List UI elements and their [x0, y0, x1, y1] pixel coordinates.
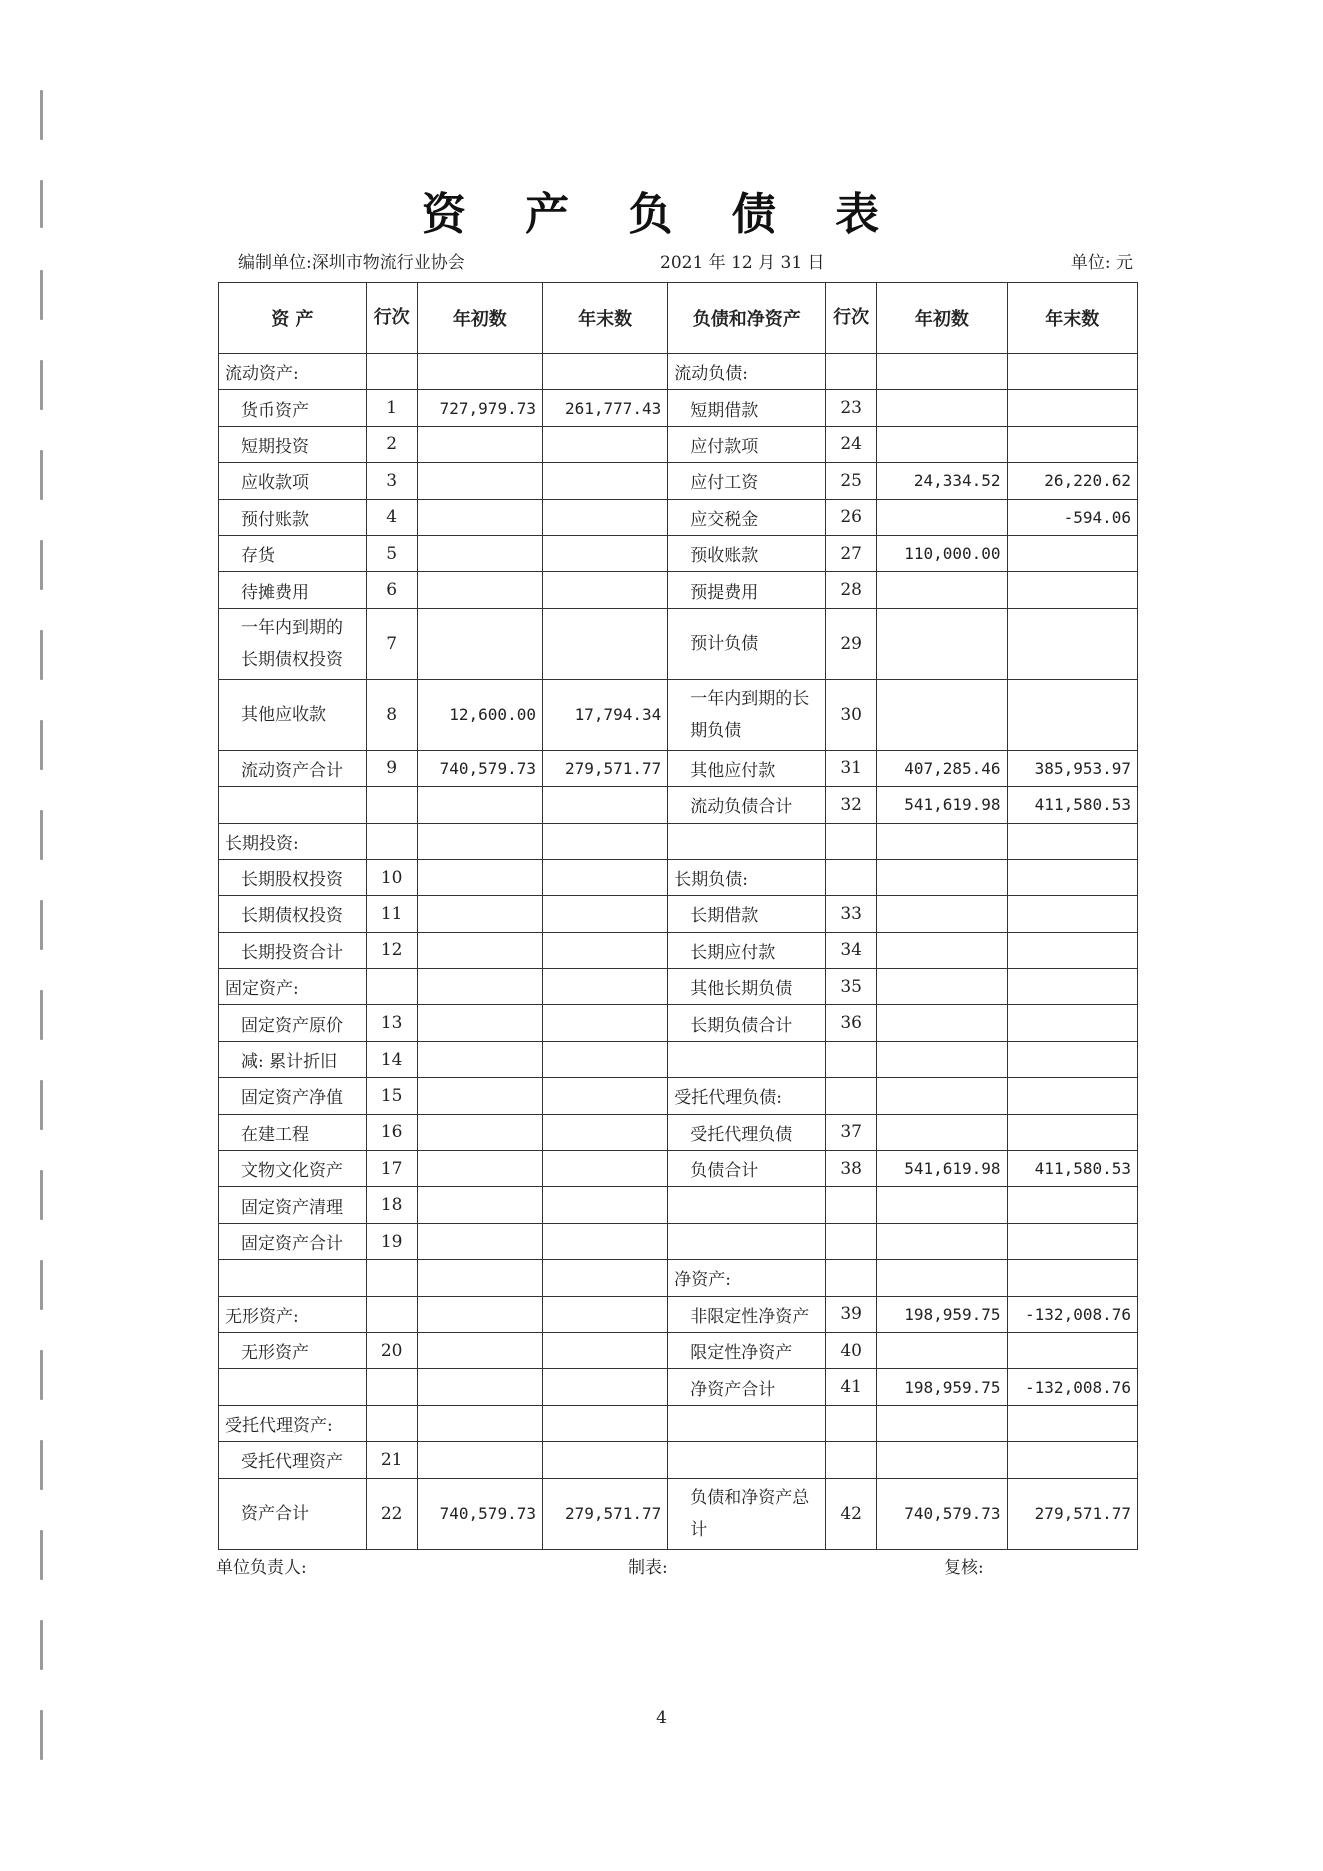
table-row — [219, 750, 1138, 786]
asset-item: 长期股权投资 — [219, 859, 367, 895]
header-liabilities: 负债和净资产 — [668, 283, 826, 354]
page-title: 资 产 负 债 表 — [421, 189, 902, 240]
liability-begin — [877, 1223, 1007, 1259]
asset-item: 受托代理资产 — [219, 1442, 367, 1478]
liability-end: 385,953.97 — [1007, 750, 1137, 786]
asset-end — [542, 354, 667, 390]
liability-row-number: 32 — [826, 787, 877, 823]
liability-end — [1007, 354, 1137, 390]
asset-end — [542, 1332, 667, 1368]
liability-row-number — [826, 823, 877, 859]
asset-row-number: 4 — [366, 499, 417, 535]
asset-end — [542, 608, 667, 679]
asset-end — [542, 1078, 667, 1114]
asset-begin — [417, 859, 542, 895]
liability-row-number: 38 — [826, 1151, 877, 1187]
liability-begin — [877, 1442, 1007, 1478]
asset-end — [542, 859, 667, 895]
liability-end — [1007, 1187, 1137, 1223]
table-row — [219, 1369, 1138, 1405]
asset-row-number: 13 — [366, 1005, 417, 1041]
liability-row-number: 34 — [826, 932, 877, 968]
asset-row-number — [366, 1369, 417, 1405]
asset-row-number: 11 — [366, 896, 417, 932]
liability-end — [1007, 1114, 1137, 1150]
liability-end: -132,008.76 — [1007, 1296, 1137, 1332]
liability-item — [668, 1223, 826, 1259]
asset-row-number: 19 — [366, 1223, 417, 1259]
liability-item: 受托代理负债: — [668, 1078, 826, 1114]
liability-row-number — [826, 1405, 877, 1441]
table-row — [219, 390, 1138, 426]
liability-end — [1007, 1005, 1137, 1041]
asset-begin: 740,579.73 — [417, 750, 542, 786]
asset-end — [542, 1187, 667, 1223]
asset-item: 其他应收款 — [219, 679, 367, 750]
liability-row-number: 29 — [826, 608, 877, 679]
asset-row-number — [366, 823, 417, 859]
liability-item — [668, 1041, 826, 1077]
asset-begin — [417, 354, 542, 390]
liability-row-number: 37 — [826, 1114, 877, 1150]
liability-row-number — [826, 1187, 877, 1223]
asset-row-number: 14 — [366, 1041, 417, 1077]
asset-row-number: 18 — [366, 1187, 417, 1223]
header-asset: 资 产 — [219, 283, 367, 354]
liability-row-number — [826, 1078, 877, 1114]
asset-begin — [417, 1296, 542, 1332]
asset-item: 一年内到期的长期债权投资 — [219, 608, 367, 679]
table-row — [219, 969, 1138, 1005]
liability-end — [1007, 1405, 1137, 1441]
table-row — [219, 608, 1138, 679]
asset-item: 应收款项 — [219, 463, 367, 499]
liability-end — [1007, 572, 1137, 608]
liability-item: 净资产合计 — [668, 1369, 826, 1405]
liability-item: 应付工资 — [668, 463, 826, 499]
asset-item: 固定资产清理 — [219, 1187, 367, 1223]
liability-end — [1007, 535, 1137, 571]
asset-end — [542, 426, 667, 462]
asset-end: 279,571.77 — [542, 1478, 667, 1549]
asset-item: 固定资产: — [219, 969, 367, 1005]
asset-row-number: 3 — [366, 463, 417, 499]
asset-item: 长期投资合计 — [219, 932, 367, 968]
asset-begin: 740,579.73 — [417, 1478, 542, 1549]
header-begin-balance-2: 年初数 — [877, 283, 1007, 354]
table-row — [219, 535, 1138, 571]
asset-begin — [417, 823, 542, 859]
asset-end — [542, 1005, 667, 1041]
table-row — [219, 463, 1138, 499]
liability-end — [1007, 1078, 1137, 1114]
asset-begin — [417, 463, 542, 499]
signature-unit-head: 单位负责人: — [216, 1558, 307, 1578]
asset-end: 261,777.43 — [542, 390, 667, 426]
liability-begin — [877, 679, 1007, 750]
liability-end — [1007, 859, 1137, 895]
table-row — [219, 1405, 1138, 1441]
liability-begin — [877, 823, 1007, 859]
table-row — [219, 1078, 1138, 1114]
liability-end — [1007, 1332, 1137, 1368]
asset-begin — [417, 1114, 542, 1150]
table-row — [219, 1442, 1138, 1478]
liability-begin — [877, 1405, 1007, 1441]
liability-row-number: 31 — [826, 750, 877, 786]
asset-item — [219, 1369, 367, 1405]
asset-end — [542, 1151, 667, 1187]
asset-item: 无形资产 — [219, 1332, 367, 1368]
liability-end — [1007, 608, 1137, 679]
liability-item: 应交税金 — [668, 499, 826, 535]
table-row — [219, 679, 1138, 750]
liability-row-number: 27 — [826, 535, 877, 571]
liability-begin — [877, 1260, 1007, 1296]
asset-begin — [417, 1151, 542, 1187]
header-row-number-2: 行次 — [826, 283, 877, 354]
asset-end — [542, 535, 667, 571]
liability-item: 一年内到期的长期负债 — [668, 679, 826, 750]
asset-row-number — [366, 969, 417, 1005]
asset-row-number: 6 — [366, 572, 417, 608]
asset-begin — [417, 896, 542, 932]
asset-begin — [417, 1332, 542, 1368]
table-row — [219, 932, 1138, 968]
asset-item: 减: 累计折旧 — [219, 1041, 367, 1077]
liability-begin: 198,959.75 — [877, 1296, 1007, 1332]
table-row — [219, 823, 1138, 859]
liability-row-number: 35 — [826, 969, 877, 1005]
liability-row-number — [826, 859, 877, 895]
liability-begin — [877, 969, 1007, 1005]
asset-end — [542, 1114, 667, 1150]
asset-end — [542, 823, 667, 859]
liability-item: 负债合计 — [668, 1151, 826, 1187]
balance-sheet-table — [218, 282, 1138, 1550]
liability-row-number — [826, 354, 877, 390]
liability-item — [668, 1442, 826, 1478]
asset-begin — [417, 499, 542, 535]
asset-begin — [417, 535, 542, 571]
asset-row-number: 22 — [366, 1478, 417, 1549]
liability-begin — [877, 1005, 1007, 1041]
asset-item: 固定资产净值 — [219, 1078, 367, 1114]
liability-item: 长期负债合计 — [668, 1005, 826, 1041]
liability-item — [668, 823, 826, 859]
asset-row-number: 7 — [366, 608, 417, 679]
asset-row-number — [366, 787, 417, 823]
report-date: 2021 年 12 月 31 日 — [660, 253, 825, 273]
liability-begin — [877, 896, 1007, 932]
asset-end — [542, 969, 667, 1005]
liability-begin — [877, 426, 1007, 462]
liability-end: -132,008.76 — [1007, 1369, 1137, 1405]
asset-begin — [417, 1260, 542, 1296]
asset-item: 文物文化资产 — [219, 1151, 367, 1187]
table-header-row — [219, 283, 1138, 354]
asset-item: 资产合计 — [219, 1478, 367, 1549]
asset-end: 279,571.77 — [542, 750, 667, 786]
liability-end — [1007, 896, 1137, 932]
asset-end — [542, 1223, 667, 1259]
table-row — [219, 572, 1138, 608]
liability-end — [1007, 679, 1137, 750]
asset-begin — [417, 969, 542, 1005]
asset-end: 17,794.34 — [542, 679, 667, 750]
asset-begin — [417, 1442, 542, 1478]
asset-end — [542, 1442, 667, 1478]
liability-begin: 541,619.98 — [877, 1151, 1007, 1187]
liability-item: 其他长期负债 — [668, 969, 826, 1005]
liability-row-number — [826, 1041, 877, 1077]
liability-item: 预收账款 — [668, 535, 826, 571]
asset-item: 流动资产: — [219, 354, 367, 390]
table-row — [219, 426, 1138, 462]
asset-end — [542, 1296, 667, 1332]
liability-item: 预提费用 — [668, 572, 826, 608]
asset-row-number: 20 — [366, 1332, 417, 1368]
header-end-balance-2: 年末数 — [1007, 283, 1137, 354]
asset-end — [542, 1260, 667, 1296]
liability-item — [668, 1405, 826, 1441]
liability-item: 长期负债: — [668, 859, 826, 895]
liability-end — [1007, 1260, 1137, 1296]
table-row — [219, 1151, 1138, 1187]
liability-item: 流动负债合计 — [668, 787, 826, 823]
asset-row-number: 16 — [366, 1114, 417, 1150]
liability-item: 其他应付款 — [668, 750, 826, 786]
liability-row-number: 36 — [826, 1005, 877, 1041]
signature-maker: 制表: — [628, 1558, 668, 1578]
asset-item: 长期投资: — [219, 823, 367, 859]
asset-item: 固定资产合计 — [219, 1223, 367, 1259]
liability-begin — [877, 932, 1007, 968]
asset-row-number: 15 — [366, 1078, 417, 1114]
asset-item: 短期投资 — [219, 426, 367, 462]
table-row — [219, 1478, 1138, 1549]
table-row — [219, 1041, 1138, 1077]
asset-row-number: 8 — [366, 679, 417, 750]
asset-item: 待摊费用 — [219, 572, 367, 608]
liability-begin — [877, 1041, 1007, 1077]
asset-row-number: 17 — [366, 1151, 417, 1187]
asset-item: 预付账款 — [219, 499, 367, 535]
asset-begin — [417, 608, 542, 679]
table-row — [219, 1114, 1138, 1150]
liability-row-number: 26 — [826, 499, 877, 535]
asset-begin — [417, 1223, 542, 1259]
liability-item: 负债和净资产总计 — [668, 1478, 826, 1549]
asset-row-number: 5 — [366, 535, 417, 571]
asset-row-number — [366, 1405, 417, 1441]
table-row — [219, 859, 1138, 895]
asset-end — [542, 499, 667, 535]
liability-row-number: 23 — [826, 390, 877, 426]
asset-begin — [417, 787, 542, 823]
asset-row-number: 1 — [366, 390, 417, 426]
asset-item: 在建工程 — [219, 1114, 367, 1150]
table-row — [219, 1005, 1138, 1041]
liability-end — [1007, 1442, 1137, 1478]
asset-end — [542, 932, 667, 968]
asset-begin — [417, 932, 542, 968]
liability-row-number: 41 — [826, 1369, 877, 1405]
asset-row-number — [366, 354, 417, 390]
asset-item: 存货 — [219, 535, 367, 571]
liability-row-number: 28 — [826, 572, 877, 608]
liability-end: 279,571.77 — [1007, 1478, 1137, 1549]
asset-end — [542, 787, 667, 823]
table-row — [219, 1187, 1138, 1223]
liability-end — [1007, 1223, 1137, 1259]
header-end-balance: 年末数 — [542, 283, 667, 354]
liability-begin — [877, 1332, 1007, 1368]
liability-item: 受托代理负债 — [668, 1114, 826, 1150]
asset-row-number: 12 — [366, 932, 417, 968]
table-row — [219, 354, 1138, 390]
liability-begin: 541,619.98 — [877, 787, 1007, 823]
asset-row-number: 10 — [366, 859, 417, 895]
asset-item: 无形资产: — [219, 1296, 367, 1332]
table-row — [219, 1332, 1138, 1368]
liability-begin: 740,579.73 — [877, 1478, 1007, 1549]
liability-row-number — [826, 1260, 877, 1296]
asset-item: 固定资产原价 — [219, 1005, 367, 1041]
liability-begin — [877, 499, 1007, 535]
asset-begin — [417, 1369, 542, 1405]
liability-end — [1007, 932, 1137, 968]
table-row — [219, 1260, 1138, 1296]
liability-item: 流动负债: — [668, 354, 826, 390]
liability-begin — [877, 390, 1007, 426]
header-row-number: 行次 — [366, 283, 417, 354]
asset-item: 受托代理资产: — [219, 1405, 367, 1441]
liability-row-number — [826, 1223, 877, 1259]
liability-end: 411,580.53 — [1007, 1151, 1137, 1187]
liability-begin: 110,000.00 — [877, 535, 1007, 571]
liability-end: 411,580.53 — [1007, 787, 1137, 823]
asset-item: 货币资产 — [219, 390, 367, 426]
asset-begin — [417, 1405, 542, 1441]
table-row — [219, 1223, 1138, 1259]
liability-item — [668, 1187, 826, 1223]
asset-end — [542, 1405, 667, 1441]
asset-row-number: 21 — [366, 1442, 417, 1478]
asset-item: 流动资产合计 — [219, 750, 367, 786]
asset-end — [542, 896, 667, 932]
asset-item — [219, 787, 367, 823]
liability-begin — [877, 1187, 1007, 1223]
signature-reviewer: 复核: — [944, 1558, 984, 1578]
liability-end: 26,220.62 — [1007, 463, 1137, 499]
liability-row-number: 25 — [826, 463, 877, 499]
table-row — [219, 787, 1138, 823]
liability-begin — [877, 608, 1007, 679]
asset-begin — [417, 572, 542, 608]
asset-row-number — [366, 1296, 417, 1332]
liability-end — [1007, 1041, 1137, 1077]
liability-begin — [877, 354, 1007, 390]
header-begin-balance: 年初数 — [417, 283, 542, 354]
liability-item: 长期应付款 — [668, 932, 826, 968]
liability-item: 净资产: — [668, 1260, 826, 1296]
asset-begin — [417, 1078, 542, 1114]
table-row — [219, 896, 1138, 932]
table-row — [219, 499, 1138, 535]
liability-item: 限定性净资产 — [668, 1332, 826, 1368]
asset-end — [542, 463, 667, 499]
asset-end — [542, 1041, 667, 1077]
liability-end: -594.06 — [1007, 499, 1137, 535]
liability-begin: 407,285.46 — [877, 750, 1007, 786]
liability-item: 长期借款 — [668, 896, 826, 932]
liability-end — [1007, 823, 1137, 859]
liability-end — [1007, 969, 1137, 1005]
liability-row-number: 24 — [826, 426, 877, 462]
liability-item: 应付款项 — [668, 426, 826, 462]
table-body — [219, 354, 1138, 1550]
liability-begin: 24,334.52 — [877, 463, 1007, 499]
liability-begin — [877, 1114, 1007, 1150]
asset-row-number: 2 — [366, 426, 417, 462]
asset-item — [219, 1260, 367, 1296]
asset-begin: 12,600.00 — [417, 679, 542, 750]
liability-row-number: 30 — [826, 679, 877, 750]
liability-row-number: 39 — [826, 1296, 877, 1332]
liability-begin: 198,959.75 — [877, 1369, 1007, 1405]
liability-item: 预计负债 — [668, 608, 826, 679]
asset-begin — [417, 426, 542, 462]
liability-row-number: 42 — [826, 1478, 877, 1549]
liability-end — [1007, 426, 1137, 462]
liability-item: 非限定性净资产 — [668, 1296, 826, 1332]
liability-item: 短期借款 — [668, 390, 826, 426]
asset-row-number — [366, 1260, 417, 1296]
asset-row-number: 9 — [366, 750, 417, 786]
asset-end — [542, 1369, 667, 1405]
liability-row-number — [826, 1442, 877, 1478]
currency-unit: 单位: 元 — [1070, 253, 1133, 273]
asset-end — [542, 572, 667, 608]
liability-row-number: 40 — [826, 1332, 877, 1368]
liability-begin — [877, 859, 1007, 895]
liability-row-number: 33 — [826, 896, 877, 932]
liability-begin — [877, 572, 1007, 608]
page-number: 4 — [656, 1708, 667, 1728]
asset-begin — [417, 1005, 542, 1041]
asset-item: 长期债权投资 — [219, 896, 367, 932]
liability-end — [1007, 390, 1137, 426]
table-row — [219, 1296, 1138, 1332]
asset-begin — [417, 1041, 542, 1077]
scan-edge-marks — [40, 0, 48, 1871]
asset-begin: 727,979.73 — [417, 390, 542, 426]
preparing-unit: 编制单位:深圳市物流行业协会 — [238, 253, 465, 273]
asset-begin — [417, 1187, 542, 1223]
liability-begin — [877, 1078, 1007, 1114]
